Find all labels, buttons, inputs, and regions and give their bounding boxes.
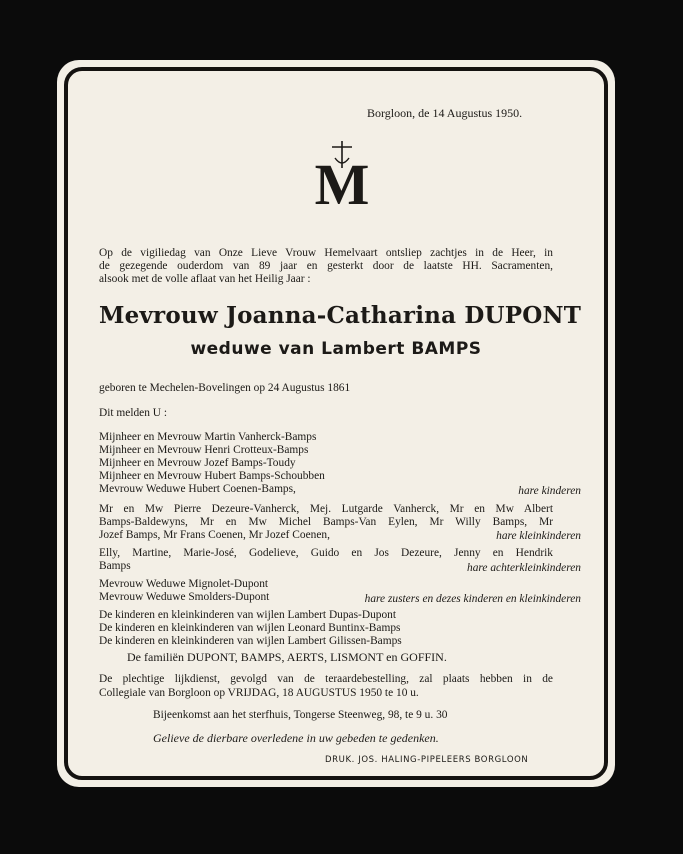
children-relation: hare kinderen: [518, 485, 581, 497]
intro-line-2: de gezegende ouderdom van 89 jaar en gesterkt door de laatste HH. Sacramenten,: [99, 260, 553, 272]
monogram-letter: M: [314, 152, 370, 208]
gathering-line: Bijeenkomst aan het sterfhuis, Tongerse Steenweg, 98, te 9 u. 30: [153, 709, 448, 721]
relative-line: De kinderen en kleinkinderen van wijlen Leonard Buntinx-Bamps: [99, 622, 401, 634]
great-grandchildren-relation: hare achterkleinkinderen: [467, 562, 581, 574]
child-line: Mijnheer en Mevrouw Hubert Bamps-Schoubben: [99, 470, 325, 482]
printer-line: DRUK. JOS. HALING-PIPELEERS BORGLOON: [325, 755, 529, 765]
deceased-name: Mevrouw Joanna-Catharina DUPONT: [99, 302, 582, 329]
announcement: Dit melden U :: [99, 407, 168, 419]
grandchild-line: Jozef Bamps, Mr Frans Coenen, Mr Jozef Coenen,: [99, 529, 330, 541]
sister-line: Mevrouw Weduwe Smolders-Dupont: [99, 591, 270, 603]
families-line: De familiën DUPONT, BAMPS, AERTS, LISMONT en GOFFIN.: [127, 650, 447, 664]
child-line: Mevrouw Weduwe Hubert Coenen-Bamps,: [99, 483, 296, 495]
sister-line: Mevrouw Weduwe Mignolet-Dupont: [99, 578, 269, 590]
funeral-line-1: De plechtige lijkdienst, gevolgd van de teraardebestelling, zal plaats hebben in de: [99, 673, 553, 685]
child-line: Mijnheer en Mevrouw Martin Vanherck-Bamps: [99, 431, 317, 443]
intro-line-3: alsook met de volle aflaat van het Heilig Jaar :: [99, 273, 311, 285]
birth-info: geboren te Mechelen-Bovelingen op 24 Augustus 1861: [99, 382, 351, 394]
intro-line-1: Op de vigiliedag van Onze Lieve Vrouw Hemelvaart ontsliep zachtjes in de Heer, in: [99, 247, 553, 259]
place-date: Borgloon, de 14 Augustus 1950.: [367, 106, 523, 120]
grandchild-line: Bamps-Baldewyns, Mr en Mw Michel Bamps-Van Eylen, Mr Willy Bamps, Mr: [99, 516, 553, 528]
child-line: Mijnheer en Mevrouw Henri Crotteux-Bamps: [99, 444, 309, 456]
sisters-relation: hare zusters en dezes kinderen en kleinkinderen: [364, 593, 581, 605]
great-grandchild-line: Elly, Martine, Marie-José, Godelieve, Guido en Jos Dezeure, Jenny en Hendrik: [99, 547, 553, 559]
great-grandchild-line: Bamps: [99, 560, 131, 572]
widow-of: weduwe van Lambert BAMPS: [190, 339, 482, 359]
grandchildren-relation: hare kleinkinderen: [496, 530, 581, 542]
memorial-card: [57, 60, 615, 787]
funeral-line-2: Collegiale van Borgloon op VRIJDAG, 18 AUGUSTUS 1950 te 10 u.: [99, 687, 419, 699]
relative-line: De kinderen en kleinkinderen van wijlen Lambert Gilissen-Bamps: [99, 635, 402, 647]
prayer-line: Gelieve de dierbare overledene in uw gebeden te gedenken.: [153, 731, 439, 745]
cross-anchor-icon: [307, 138, 377, 208]
grandchild-line: Mr en Mw Pierre Dezeure-Vanherck, Mej. Lutgarde Vanherck, Mr en Mw Albert: [99, 503, 553, 515]
child-line: Mijnheer en Mevrouw Jozef Bamps-Toudy: [99, 457, 296, 469]
relative-line: De kinderen en kleinkinderen van wijlen Lambert Dupas-Dupont: [99, 609, 397, 621]
